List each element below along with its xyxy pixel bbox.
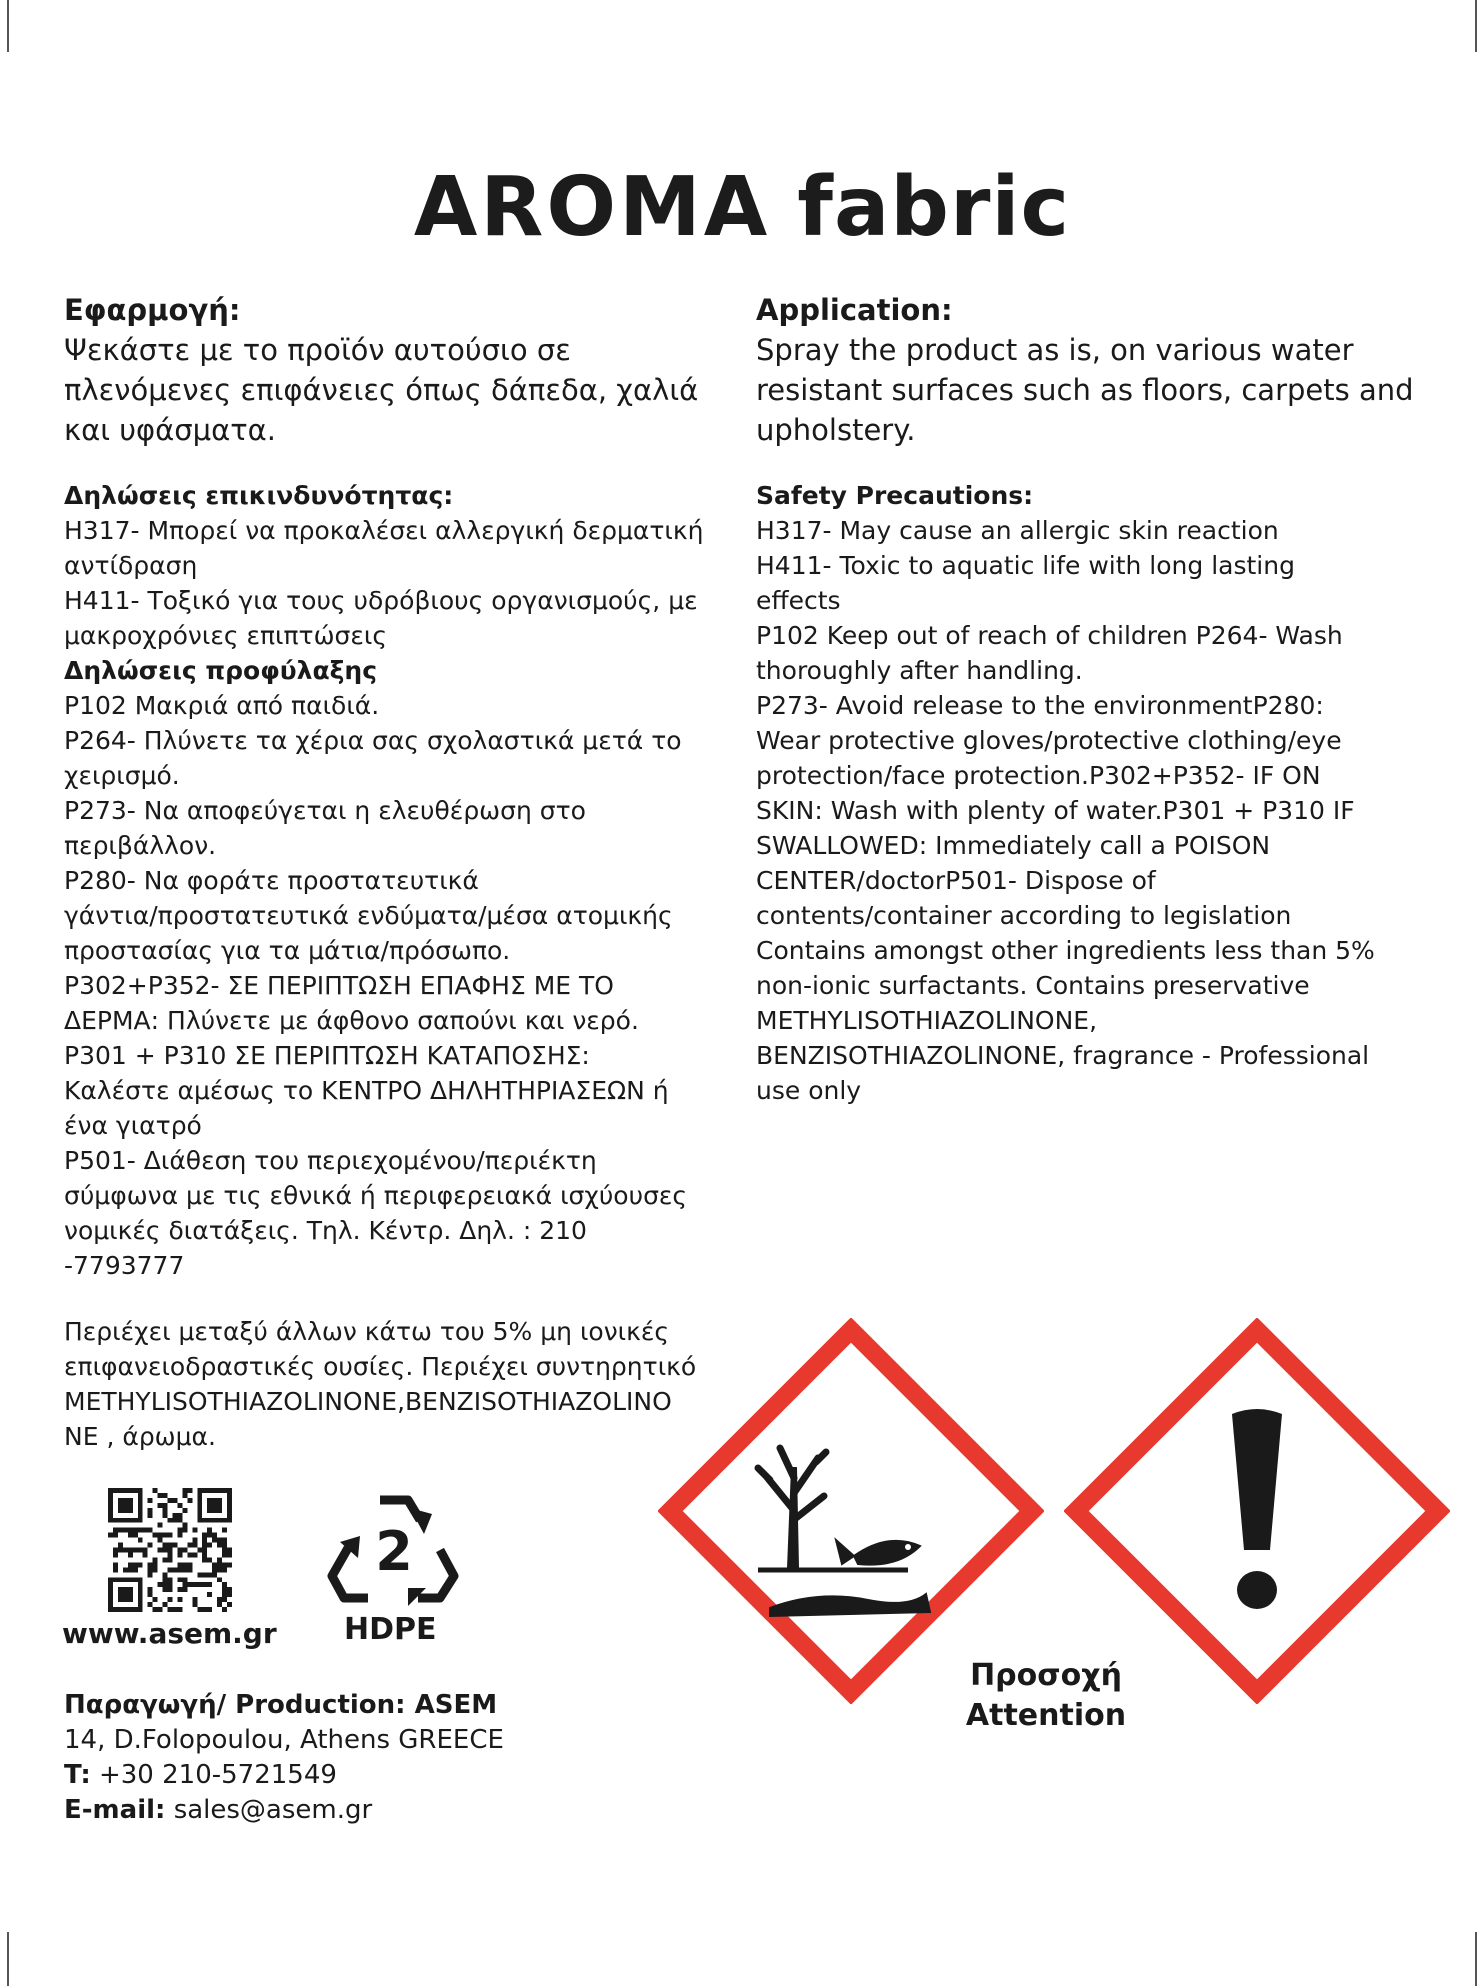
- text-line: P501- Διάθεση του περιεχομένου/περιέκτη: [64, 1146, 597, 1175]
- english-application-text: [756, 330, 1436, 450]
- greek-application-heading: Εφαρμογή:: [64, 293, 241, 327]
- brand-name: AROMA: [413, 160, 771, 255]
- greek-precaution-text: [64, 688, 744, 1283]
- text-line: -7793777: [64, 1251, 185, 1280]
- text-line: P264- Πλύνετε τα χέρια σας σχολαστικά μετά το: [64, 726, 682, 755]
- greek-hazard-heading: Δηλώσεις επικινδυνότητας:: [64, 481, 454, 510]
- text-line: protection/face protection.P302+P352- IF ON: [756, 761, 1321, 790]
- text-line: Contains amongst other ingredients less than 5%: [756, 936, 1375, 965]
- english-safety-heading: Safety Precautions:: [756, 481, 1034, 510]
- contact-block: [64, 1688, 664, 1828]
- text-line: upholstery.: [756, 413, 916, 447]
- text-line: contents/container according to legislation: [756, 901, 1292, 930]
- exclamation-mark-icon: [1064, 1318, 1450, 1704]
- text-line: P273- Avoid release to the environmentP280:: [756, 691, 1324, 720]
- text-line: P102 Keep out of reach of children P264- Wash: [756, 621, 1343, 650]
- text-line: Καλέστε αμέσως το ΚΕΝΤΡΟ ΔΗΛΗΤΗΡΙΑΣΕΩΝ ή: [64, 1076, 669, 1105]
- crop-mark-top-right: [1475, 0, 1477, 52]
- text-line: BENZISOTHIAZOLINONE, fragrance - Professional: [756, 1041, 1370, 1070]
- environment-hazard-icon: [658, 1318, 1044, 1704]
- text-line: NE , άρωμα.: [64, 1422, 216, 1451]
- text-line: P102 Μακριά από παιδιά.: [64, 691, 380, 720]
- text-line: P301 + P310 ΣΕ ΠΕΡΙΠΤΩΣΗ ΚΑΤΑΠΟΣΗΣ:: [64, 1041, 590, 1070]
- website-link[interactable]: www.asem.gr: [62, 1617, 277, 1650]
- text-line: Ψεκάστε με το προϊόν αυτούσιο σε: [64, 333, 571, 367]
- text-line: SKIN: Wash with plenty of water.P301 + P310 IF: [756, 796, 1355, 825]
- text-line: Wear protective gloves/protective clothing/eye: [756, 726, 1342, 755]
- text-line: resistant surfaces such as floors, carpets and: [756, 373, 1414, 407]
- english-safety-text: [756, 513, 1436, 1108]
- signal-word-english: Attention: [965, 1698, 1127, 1733]
- text-line: και υφάσματα.: [64, 413, 277, 447]
- text-line: H411- Toxic to aquatic life with long lasting: [756, 551, 1295, 580]
- text-line: περιβάλλον.: [64, 831, 217, 860]
- text-line: γάντια/προστατευτικά ενδύματα/μέσα ατομικής: [64, 901, 673, 930]
- crop-mark-bottom-right: [1475, 1932, 1477, 1986]
- greek-precaution-heading: Δηλώσεις προφύλαξης: [64, 656, 378, 685]
- recycling-material: HDPE: [344, 1612, 437, 1647]
- text-line: ένα γιατρό: [64, 1111, 202, 1140]
- text-line: νομικές διατάξεις. Τηλ. Κέντρ. Δηλ. : 210: [64, 1216, 587, 1245]
- text-line: H317- Μπορεί να προκαλέσει αλλεργική δερματική: [64, 516, 704, 545]
- product-title: [0, 158, 1484, 258]
- crop-mark-bottom-left: [7, 1932, 9, 1986]
- text-line: METHYLISOTHIAZOLINONE,: [756, 1006, 1098, 1035]
- text-line: CENTER/doctorP501- Dispose of: [756, 866, 1156, 895]
- email-line: E-mail: sales@asem.gr: [64, 1795, 373, 1825]
- crop-mark-top-left: [7, 0, 9, 52]
- signal-word: [946, 1656, 1146, 1736]
- text-line: χειρισμό.: [64, 761, 180, 790]
- greek-application-text: [64, 330, 744, 450]
- text-line: Spray the product as is, on various water: [756, 333, 1354, 367]
- text-line: use only: [756, 1076, 862, 1105]
- email-link[interactable]: sales@asem.gr: [173, 1795, 373, 1825]
- text-line: αντίδραση: [64, 551, 198, 580]
- product-name: fabric: [797, 160, 1071, 255]
- signal-word-greek: Προσοχή: [970, 1658, 1122, 1693]
- text-line: thoroughly after handling.: [756, 656, 1083, 685]
- text-line: P280- Να φοράτε προστατευτικά: [64, 866, 479, 895]
- text-line: non-ionic surfactants. Contains preservative: [756, 971, 1310, 1000]
- text-line: Περιέχει μεταξύ άλλων κάτω του 5% μη ιονικές: [64, 1317, 670, 1346]
- text-line: SWALLOWED: Immediately call a POISON: [756, 831, 1271, 860]
- production-label: Παραγωγή/ Production: ASEM: [64, 1690, 498, 1720]
- text-line: H411- Τοξικό για τους υδρόβιους οργανισμούς, με: [64, 586, 698, 615]
- phone-line: T: +30 210-5721549: [64, 1760, 337, 1790]
- text-line: METHYLISOTHIAZOLINONE,BENZISOTHIAZOLINO: [64, 1387, 672, 1416]
- text-line: προστασίας για τα μάτια/πρόσωπο.: [64, 936, 511, 965]
- recycling-code: 2: [375, 1520, 413, 1583]
- text-line: πλενόμενες επιφάνειες όπως δάπεδα, χαλιά: [64, 373, 699, 407]
- text-line: P273- Να αποφεύγεται η ελευθέρωση στο: [64, 796, 586, 825]
- text-line: P302+P352- ΣΕ ΠΕΡΙΠΤΩΣΗ ΕΠΑΦΗΣ ΜΕ ΤΟ: [64, 971, 614, 1000]
- recycling-symbol-icon: [322, 1478, 466, 1618]
- greek-hazard-text: [64, 513, 744, 653]
- text-line: επιφανειοδραστικές ουσίες. Περιέχει συντηρητικό: [64, 1352, 697, 1381]
- english-application-heading: Application:: [756, 293, 953, 327]
- text-line: H317- May cause an allergic skin reaction: [756, 516, 1279, 545]
- english-column: [756, 290, 1436, 1108]
- text-line: ΔΕΡΜΑ: Πλύνετε με άφθονο σαπούνι και νερό.: [64, 1006, 639, 1035]
- greek-column: [64, 290, 744, 1283]
- address: 14, D.Folopoulou, Athens GREECE: [64, 1725, 504, 1755]
- text-line: σύμφωνα με τις εθνικά ή περιφερειακά ισχύουσες: [64, 1181, 688, 1210]
- qr-code: [108, 1488, 232, 1612]
- text-line: μακροχρόνιες επιπτώσεις: [64, 621, 387, 650]
- greek-contains-text: [64, 1314, 744, 1454]
- text-line: effects: [756, 586, 841, 615]
